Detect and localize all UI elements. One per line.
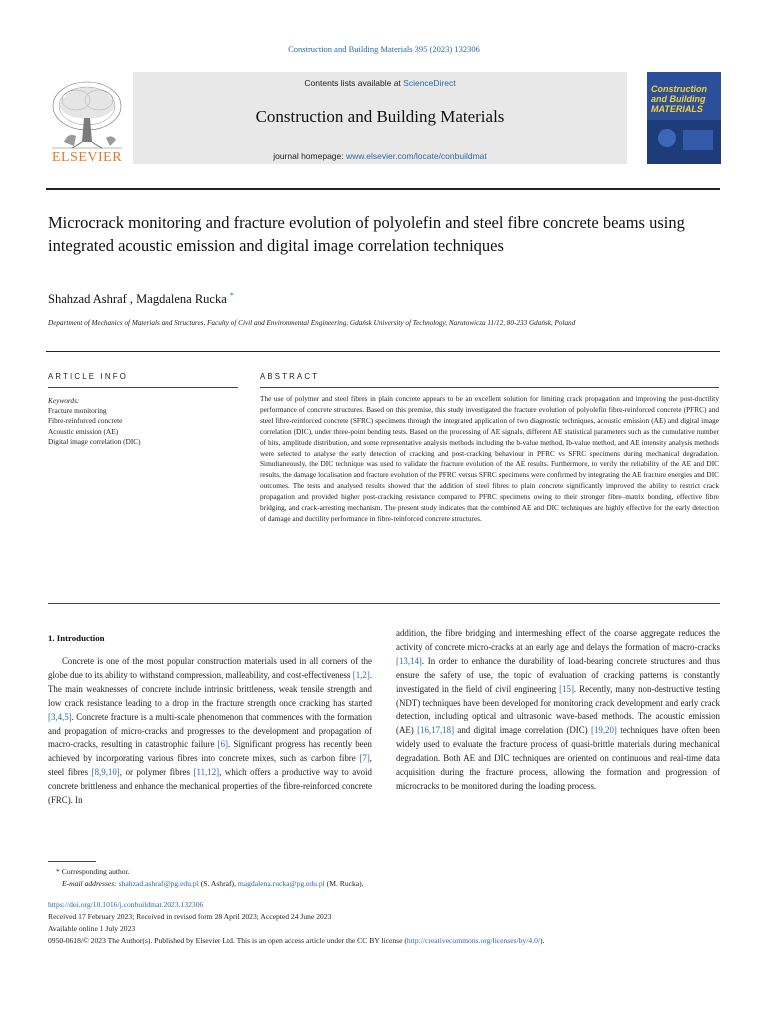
homepage-prefix: journal homepage: (273, 151, 346, 161)
reference-link[interactable]: [15] (559, 683, 574, 694)
journal-homepage-link[interactable]: www.elsevier.com/locate/conbuildmat (345, 151, 487, 161)
corresponding-author-note: * Corresponding author. (56, 867, 130, 876)
reference-link[interactable]: [16,17,18] (417, 725, 455, 736)
intro-text: and digital image correlation (DIC) (454, 725, 591, 736)
keyword-item[interactable]: Fracture monitoring (48, 406, 107, 416)
email-owner: (S. Ashraf), (198, 879, 238, 888)
email-link[interactable]: shahzad.ashraf@pg.edu.pl (118, 879, 199, 888)
intro-text: , or polymer fibres (119, 767, 194, 778)
article-title: Microcrack monitoring and fracture evolution of polyolefin and steel fibre concrete beams using integrated acoustic emission and digital image correlation techniques (48, 213, 685, 255)
intro-text: , which offers a productive way to avoid concrete brittleness and enhance the mechanical properties of the fibre-reinforced concrete (FRC). In (48, 767, 372, 806)
keyword-item[interactable]: Fibre-reinforced concrete (48, 416, 123, 426)
keyword-item[interactable]: Digital image correlation (DIC) (48, 436, 141, 446)
abstract-end-rule (48, 603, 720, 604)
contents-line (133, 78, 627, 88)
intro-column-right (396, 627, 720, 794)
corresponding-author-mark[interactable]: * (229, 291, 234, 300)
email-link[interactable]: magdalena.rucka@pg.edu.pl (237, 879, 325, 888)
homepage-line (133, 151, 627, 161)
intro-text: Concrete is one of the most popular construction materials used in all corners of the globe due to its ability to withstand compression, malleability, and cost-effectiveness (48, 656, 372, 680)
masthead-divider (46, 188, 720, 190)
intro-text: . Significant progress has recently been achieved by incorporating various fibres into concrete mixes, such as carbon fibre (48, 739, 372, 764)
publisher-logo-text[interactable]: ELSEVIER (51, 150, 123, 165)
received-dates: Received 17 February 2023; Received in revised form 28 April 2023; Accepted 24 June 2023 (48, 912, 332, 921)
keywords-label: Keywords: (48, 396, 80, 405)
license-line (48, 935, 728, 946)
sciencedirect-link[interactable]: ScienceDirect (403, 78, 456, 88)
email-addresses (62, 878, 364, 889)
keywords-block (48, 396, 238, 447)
keyword-item[interactable]: Acoustic emission (AE) (48, 426, 119, 436)
contents-prefix: Contents lists available at (304, 78, 404, 88)
reference-link[interactable]: [13,14] (396, 655, 422, 666)
intro-text: . Recently, many non-destructive testing (NDT) techniques have been developed for monitoring crack development and early crack detection, including optical and ultrasonic wave-based methods. The acoustic emission (AE) (396, 683, 721, 736)
article-info-heading: ARTICLE INFO (48, 372, 128, 381)
reference-link[interactable]: [19,20] (591, 725, 617, 736)
doi-link[interactable]: https://doi.org/10.1016/j.conbuildmat.2023.132306 (48, 900, 204, 909)
cover-title: Construction and Building MATERIALS (651, 84, 707, 114)
abstract-text: The use of polymer and steel fibres in plain concrete appears to be an excellent solution for limiting crack propagation and improving the post-ductility performance of concrete structures. Based on this premise, this study investigated the fracture evolution of polyolefin fibre-reinforced concrete (PFRC) and steel fibre-reinforced concrete (SFRC) specimens through the integrated application of two diagnostic techniques, acoustic emission (AE) and digital image correlation (DIC), under three-point bending tests. Based on the processing of AE signals, different AE statistical parameters such as the cumulative number of hits, amplitude distribution, and some representative analysis methods including the b-value method, Ib-value method, and AE intensity analysis methods were selected to analyse the early detection of cracking and post-cracking behaviour in PFRC vs SFRC specimens during mechanical degradation. Simultaneously, the DIC technique was used to validate the fracture evolution of the AE results. Furthermore, to verify the reliability of the AE and DIC results, the damage localisation and fracture evolution of the PFRC versus SFRC specimens were confirmed by integrating the AE fracture energies and DIC outcomes. The tests and analysed results showed that the addition of steel fibres to plain concrete significantly improved the ability to restrict crack propagation and provided higher post-cracking resistance compared to PFRC specimens owing to their stronger fibre–matrix bonding, effective fibre bridging, and crack-arresting mechanism. The present study indicates that the combined AE and DIC techniques are highly effective for the early detection of damage and ductility performance in fibre-reinforced concrete structures. (260, 394, 719, 523)
reference-link[interactable]: [7] (359, 753, 370, 764)
reference-link[interactable]: [11,12] (193, 767, 220, 778)
license-link[interactable]: http://creativecommons.org/licenses/by/4.0/ (406, 936, 541, 945)
affiliation-divider (46, 351, 720, 352)
license-text: 0950-0618/© 2023 The Author(s). Published by Elsevier Ltd. This is an open access article under the CC BY license ( (48, 936, 407, 945)
email-owner: (M. Rucka). (324, 879, 364, 888)
intro-text: . The main weaknesses of concrete include intrinsic brittleness, weak tensile strength and low crack resistance leading to a drop in the fracture strength once cracking has started (48, 669, 372, 708)
abstract-rule (260, 387, 719, 388)
author-names: Shahzad Ashraf , Magdalena Rucka (48, 292, 227, 307)
reference-link[interactable]: [8,9,10] (91, 767, 120, 778)
affiliation: Department of Mechanics of Materials and Structures, Faculty of Civil and Environmental Engineering, Gdańsk University of Technology, Narutowicza 11/12, 80-233 Gdańsk, Poland (48, 319, 576, 327)
intro-text: addition, the fibre bridging and intermeshing effect of the coarse aggregate reduces the activity of concrete micro-cracks at an early age and delays the formation of macro-cracks (396, 628, 720, 652)
article-info-rule (48, 387, 238, 388)
doi-line (48, 899, 203, 910)
journal-citation[interactable]: Construction and Building Materials 395 (2023) 132306 (288, 44, 480, 54)
intro-column-left (48, 655, 372, 808)
intro-text: . Concrete fracture is a multi-scale phenomenon that commences with the formation and propagation of micro-cracks and progresses to the development and propagation of macro-cracks, resulting in catastrophic failure (48, 711, 372, 750)
author-list (48, 291, 234, 307)
reference-link[interactable]: [1,2] (352, 669, 370, 680)
abstract-heading: ABSTRACT (260, 372, 320, 381)
intro-text: . In order to enhance the durability of load-bearing concrete structures and thus ensure the safety of use, the topic of evaluation of cracking patterns is constantly investigated in the field of civil engineering (396, 655, 720, 694)
reference-link[interactable]: [3,4,5] (48, 711, 72, 722)
available-online: Available online 1 July 2023 (48, 924, 136, 933)
license-text: ). (540, 936, 545, 945)
email-label: E-mail addresses: (62, 879, 119, 888)
intro-text: techniques have often been widely used to evaluate the fracture process of quasi-brittle materials during mechanical degradation. Both AE and DIC techniques are oriented on continuous and real-time data acquisition during the fracture process, allowing the formation and progression of microcracks to be monitored during the loading process. (396, 725, 720, 791)
section-heading-introduction: 1. Introduction (48, 633, 105, 643)
reference-link[interactable]: [6] (217, 739, 228, 750)
journal-name[interactable]: Construction and Building Materials (255, 107, 505, 126)
footnote-divider (48, 861, 96, 862)
intro-text: , steel fibres (48, 753, 372, 778)
